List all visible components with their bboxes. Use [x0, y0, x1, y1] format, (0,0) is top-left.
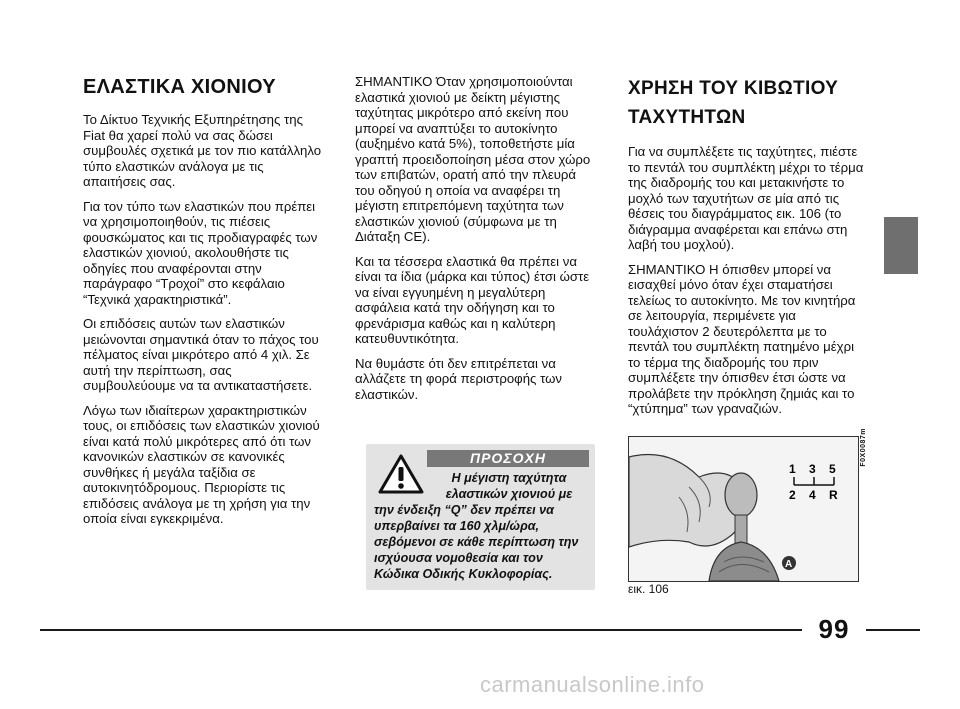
- gear-4: 4: [809, 488, 816, 502]
- marker-a: A: [785, 559, 793, 570]
- body-paragraph: Για να συμπλέξετε τις ταχύτητες, πιέστε το πεντάλ του συμπλέκτη μέχρι το τέρμα της διαδρομής του και μετακινήστε το μοχλό των ταχυτήτων σε μία από τις θέσεις του διαγράμματος εικ. 106 (το διάγραμμα αναφέρεται και επάνω στη λαβή του μοχλού).: [628, 144, 864, 252]
- footer-rule-left: [40, 629, 802, 631]
- warning-title: ΠΡΟΣΟΧΗ: [427, 450, 589, 467]
- footer-rule-right: [866, 629, 920, 631]
- watermark: carmanualsonline.info: [480, 672, 705, 697]
- gear-1: 1: [789, 462, 796, 476]
- warning-text-rest: την ένδειξη “Q” δεν πρέπει να υπερβαίνει τα 160 χλμ/ώρα, σεβόμενοι σε κάθε περίπτωση την ισχύουσα νομοθεσία και τον Κώδικα Οδικής Κυκλοφορίας.: [374, 503, 579, 581]
- warning-box: [366, 444, 595, 590]
- body-paragraph: Λόγω των ιδιαίτερων χαρακτηριστικών τους, οι επιδόσεις των ελαστικών χιονιού είναι κατά πολύ μικρότερες από ότι των κανονικών ελαστικών σε κανονικές συνθήκες ή μεγάλα ταξίδια σε αυτοκινητόδρομους. Περιορίστε τις επιδόσεις ανάλογα με τη χρήση για την οποία είναι εγκεκριμένα.: [83, 402, 320, 526]
- warning-text: [374, 470, 590, 582]
- page-number: 99: [818, 614, 850, 644]
- snow-tyres-section: [83, 74, 323, 536]
- body-paragraph: Οι επιδόσεις αυτών των ελαστικών μειώνονται σημαντικά όταν το πάχος του πέλματος είναι μικρότερο από 4 χιλ. Σε αυτή την περίπτωση, σας συμβουλεύουμε να τα αντικαταστήσετε.: [83, 316, 319, 393]
- figure-code: F0X0087m: [860, 428, 867, 467]
- body-paragraph: Και τα τέσσερα ελαστικά θα πρέπει να είναι τα ίδια (μάρκα και τύπος) έτσι ώστε να είναι εγγυημένη η μεγαλύτερη ασφάλεια κατά την οδήγηση και το φρενάρισμα καθώς και η καλύτερη κατευθυντικότητα.: [355, 253, 590, 346]
- gear-2: 2: [789, 488, 796, 502]
- warning-text-first: Η μέγιστη ταχύτητα ελαστικών χιονιού με: [445, 471, 573, 501]
- figure-caption: εικ. 106: [628, 582, 669, 596]
- gear-label-bottom: [789, 488, 838, 502]
- gear-r: R: [829, 488, 838, 502]
- gear-3: 3: [809, 462, 816, 476]
- gear-label-top: [789, 462, 836, 476]
- gearbox-heading: [628, 74, 868, 132]
- gear-shift-figure: [628, 436, 859, 582]
- gearbox-section: [628, 74, 868, 426]
- body-paragraph: Για τον τύπο των ελαστικών που πρέπει να χρησιμοποιηθούν, τις πιέσεις φουσκώματος και τις προδιαγραφές των ελαστικών χιονιού, ακολουθήστε τις οδηγίες που αναφέρονται στην παράγραφο “Τροχοί” στο κεφάλαιο “Τεχνικά χαρακτηριστικά”.: [83, 198, 318, 307]
- gear-lever-illustration: [629, 437, 858, 581]
- snow-tyres-continued: [355, 74, 595, 411]
- gear-5: 5: [829, 462, 836, 476]
- body-paragraph: Το Δίκτυο Τεχνικής Εξυπηρέτησης της Fiat θα χαρεί πολύ να σας δώσει συμβουλές σχετικά με τον πιο κατάλληλο τύπο ελαστικών ανάλογα με τις απαιτήσεις σας.: [83, 112, 322, 189]
- chapter-tab: [884, 217, 918, 274]
- snow-tyres-heading: ΕΛΑΣΤΙΚΑ ΧΙΟΝΙΟΥ: [83, 76, 276, 98]
- gearbox-heading-line2: ΤΑΧΥΤΗΤΩΝ: [628, 107, 746, 128]
- body-paragraph: ΣΗΜΑΝΤΙΚΟ Η όπισθεν μπορεί να εισαχθεί μόνο όταν έχει σταματήσει τελείως το αυτοκίνητο. Με τον κινητήρα σε λειτουργία, περιμένετε για τουλάχιστον 2 δευτερόλεπτα με το πεντάλ του συμπλέκτη πατημένο μέχρι το τέρμα της διαδρομής του πριν συμπλέξετε την όπισθεν έτσι ώστε να προλάβετε την πρόκληση ζημιάς και το “χτύπημα” των γραναζιών.: [628, 261, 856, 416]
- body-paragraph: Να θυμάστε ότι δεν επιτρέπεται να αλλάζετε τη φορά περιστροφής των ελαστικών.: [355, 355, 562, 402]
- gearbox-heading-line1: ΧΡΗΣΗ ΤΟΥ ΚΙΒΩΤΙΟΥ: [628, 78, 839, 99]
- body-paragraph: ΣΗΜΑΝΤΙΚΟ Όταν χρησιμοποιούνται ελαστικά χιονιού με δείκτη μέγιστης ταχύτητας μικρότερο από εκείνη που μπορεί να αναπτύξει το αυτοκίνητο (αυξημένο κατά 5%), τοποθετήστε μία γραπτή προειδοποίηση μέσα στον χώρο των επιβατών, ορατή από την πλευρά του οδηγού η οποία να αναφέρει τη μέγιστη επιτρεπόμενη ταχύτητα των ελαστικών χιονιού (σύμφωνα με τη Διάταξη CE).: [355, 74, 591, 244]
